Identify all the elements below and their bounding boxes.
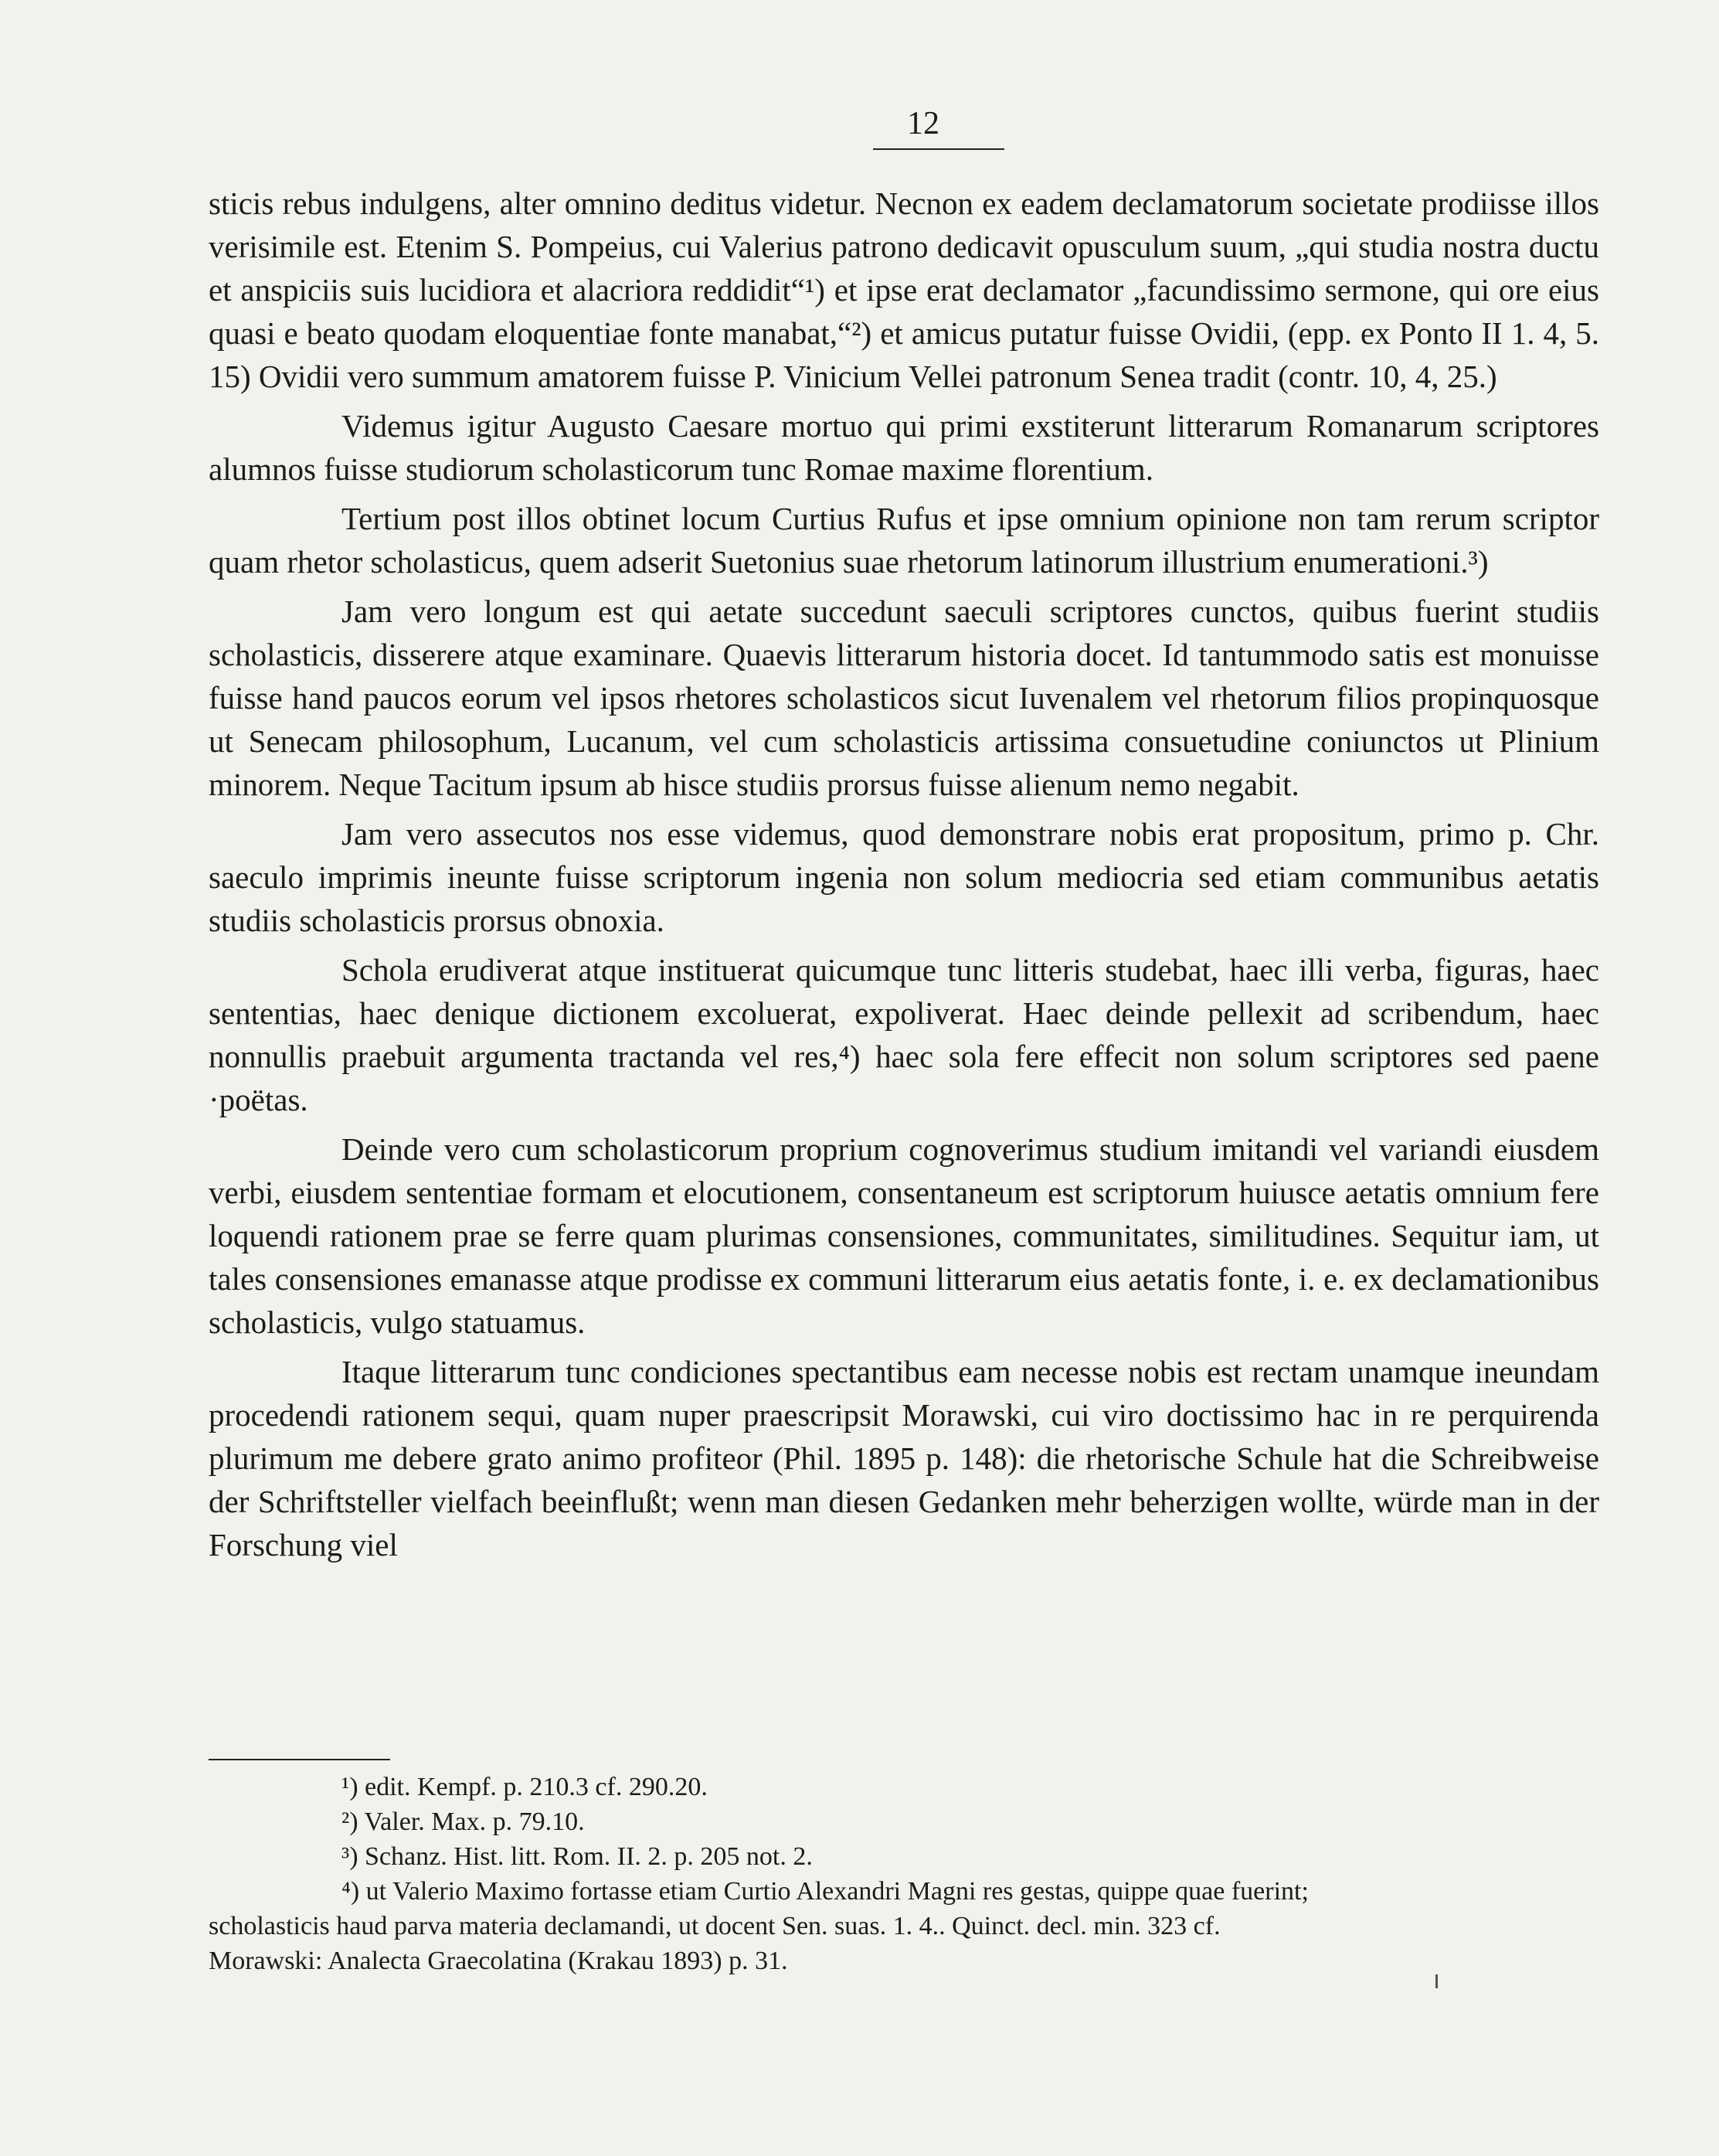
- footnote-rule: [209, 1759, 390, 1760]
- paragraph-1: sticis rebus indulgens, alter omnino deditus videtur. Necnon ex eadem declamatorum societate prodiisse illos verisimile est. Etenim S. Pompeius, cui Valerius patrono dedicavit opusculum suum, „qui studia nostra ductu et anspiciis suis lucidiora et alacriora reddidit“¹) et ipse erat declamator „facundissimo sermone, qui ore eius quasi e beato quodam eloquentiae fonte manabat,“²) et amicus putatur fuisse Ovidii, (epp. ex Ponto II 1. 4, 5. 15) Ovidii vero summum amatorem fuisse P. Vinicium Vellei patronum Senea tradit (contr. 10, 4, 25.): [209, 185, 1599, 394]
- footnote-4: ⁴) ut Valerio Maximo fortasse etiam Curtio Alexandri Magni res gestas, quippe quae fuerint;: [341, 1877, 1309, 1906]
- footnote-2: ²) Valer. Max. p. 79.10.: [341, 1807, 585, 1836]
- page-number-rule: [873, 148, 1004, 150]
- footnote-3: ³) Schanz. Hist. litt. Rom. II. 2. p. 205 not. 2.: [341, 1842, 813, 1871]
- paragraph-8: Itaque litterarum tunc condiciones spectantibus eam necesse nobis est rectam unamque ineundam procedendi rationem sequi, quam nuper praescripsit Morawski, cui viro doctissimo hac in re perquirenda plurimum me debere grato animo profiteor (Phil. 1895 p. 148): die rhetorische Schule hat die Schreibweise der Schriftsteller vielfach beeinflußt; wenn man diesen Gedanken mehr beherzigen wollte, würde man in der Forschung viel: [209, 1354, 1599, 1563]
- paragraph-6: Schola erudiverat atque instituerat quicumque tunc litteris studebat, haec illi verba, figuras, haec sententias, haec denique dictionem excoluerat, expoliverat. Haec deinde pellexit ad scribendum, haec nonnullis praebuit argumenta tractanda vel res,⁴) haec sola fere effecit non solum scriptores sed paene ·poëtas.: [209, 952, 1599, 1117]
- footnote-4-continued: scholasticis haud parva materia declamandi, ut docent Sen. suas. 1. 4.. Quinct. decl. min. 323 cf.: [209, 1912, 1221, 1940]
- print-mark: [1435, 1974, 1438, 1988]
- footnotes: [209, 1770, 1599, 1978]
- paragraph-3: Tertium post illos obtinet locum Curtius Rufus et ipse omnium opinione non tam rerum scriptor quam rhetor scholasticus, quem adserit Suetonius suae rhetorum latinorum illustrium enumerationi.³): [209, 501, 1599, 580]
- paragraph-4: Jam vero longum est qui aetate succedunt saeculi scriptores cunctos, quibus fuerint studiis scholasticis, disserere atque examinare. Quaevis litterarum historia docet. Id tantummodo satis est monuisse fuisse hand paucos eorum vel ipsos rhetores scholasticos sicut Iuvenalem vel rhetorum filios propinquosque ut Senecam philosophum, Lucanum, vel cum scholasticis artissima consuetudine coniunctos ut Plinium minorem. Neque Tacitum ipsum ab hisce studiis prorsus fuisse alienum nemo negabit.: [209, 593, 1599, 802]
- paragraph-5: Jam vero assecutos nos esse videmus, quod demonstrare nobis erat propositum, primo p. Chr. saeculo imprimis ineunte fuisse scriptorum ingenia non solum mediocria sed etiam communibus aetatis studiis scholasticis prorsus obnoxia.: [209, 816, 1599, 938]
- paragraph-7: Deinde vero cum scholasticorum proprium cognoverimus studium imitandi vel variandi eiusdem verbi, eiusdem sententiae formam et elocutionem, consentaneum est scriptorum huiusce aetatis omnium fere loquendi rationem prae se ferre quam plurimas consensiones, communitates, similitudines. Sequitur iam, ut tales consensiones emanasse atque prodisse ex communi litterarum eius aetatis fonte, i. e. ex declamationibus scholasticis, vulgo statuamus.: [209, 1131, 1599, 1340]
- paragraph-2: Videmus igitur Augusto Caesare mortuo qui primi exstiterunt litterarum Romanarum scriptores alumnos fuisse studiorum scholasticorum tunc Romae maxime florentium.: [209, 408, 1599, 487]
- page-number: 12: [907, 106, 939, 141]
- footnote-1: ¹) edit. Kempf. p. 210.3 cf. 290.20.: [341, 1773, 708, 1801]
- main-text: [209, 182, 1599, 1573]
- footnote-4-continued-2: Morawski: Analecta Graecolatina (Krakau 1893) p. 31.: [209, 1947, 788, 1975]
